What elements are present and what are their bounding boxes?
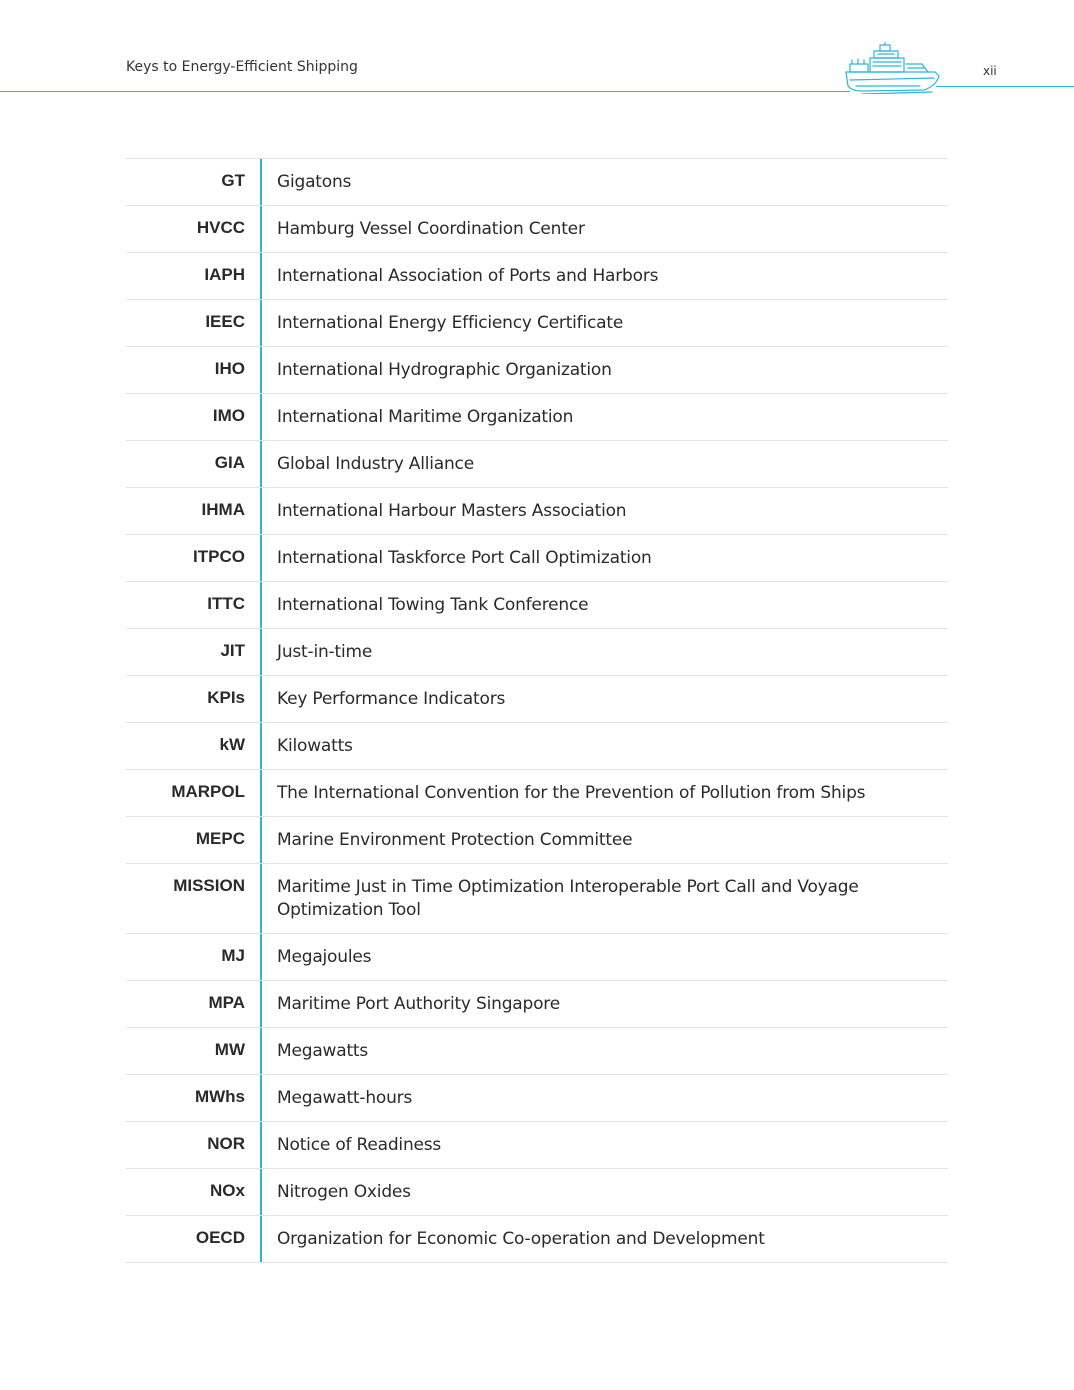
glossary-row xyxy=(126,934,948,981)
abbreviation-term: ITTC xyxy=(126,582,262,628)
abbreviation-definition: Megawatt-hours xyxy=(277,1088,413,1108)
abbreviation-term: MW xyxy=(126,1028,262,1074)
glossary-row xyxy=(126,206,948,253)
abbreviation-definition: Maritime Port Authority Singapore xyxy=(277,994,560,1014)
abbreviation-definition: Nitrogen Oxides xyxy=(277,1182,411,1202)
abbreviation-definition: International Maritime Organization xyxy=(277,407,574,427)
glossary-row xyxy=(126,300,948,347)
glossary-row xyxy=(126,676,948,723)
abbreviation-term: NOx xyxy=(126,1169,262,1215)
header-rule xyxy=(0,91,850,92)
abbreviation-term: OECD xyxy=(126,1216,262,1262)
abbreviation-definition: Notice of Readiness xyxy=(277,1135,442,1155)
glossary-row xyxy=(126,347,948,394)
glossary-row xyxy=(126,1169,948,1216)
abbreviation-term: IEEC xyxy=(126,300,262,346)
glossary-row xyxy=(126,488,948,535)
ship-icon xyxy=(842,42,942,94)
abbreviation-term: KPIs xyxy=(126,676,262,722)
abbreviation-definition: International Harbour Masters Association xyxy=(277,501,627,521)
abbreviation-definition: Megajoules xyxy=(277,947,372,967)
glossary-row xyxy=(126,1028,948,1075)
glossary-row xyxy=(126,582,948,629)
abbreviation-term: kW xyxy=(126,723,262,769)
abbreviation-definition: International Hydrographic Organization xyxy=(277,360,612,380)
abbreviation-definition: International Association of Ports and Harbors xyxy=(277,266,659,286)
abbreviation-term: IHMA xyxy=(126,488,262,534)
glossary-row xyxy=(126,159,948,206)
glossary-row xyxy=(126,253,948,300)
abbreviation-term: MEPC xyxy=(126,817,262,863)
header-rule-right xyxy=(936,86,1074,87)
glossary-row xyxy=(126,535,948,582)
glossary-row xyxy=(126,1122,948,1169)
glossary-row xyxy=(126,981,948,1028)
glossary-row xyxy=(126,864,948,934)
glossary-row xyxy=(126,723,948,770)
abbreviation-definition: International Towing Tank Conference xyxy=(277,595,589,615)
glossary-row xyxy=(126,770,948,817)
abbreviation-term: IMO xyxy=(126,394,262,440)
glossary-row xyxy=(126,394,948,441)
abbreviation-term: MPA xyxy=(126,981,262,1027)
abbreviation-definition: Megawatts xyxy=(277,1041,369,1061)
abbreviation-term: JIT xyxy=(126,629,262,675)
abbreviation-definition: Organization for Economic Co-operation and Development xyxy=(277,1229,765,1249)
page-number: xii xyxy=(983,64,997,78)
abbreviation-term: GIA xyxy=(126,441,262,487)
abbreviation-definition: Hamburg Vessel Coordination Center xyxy=(277,219,585,239)
glossary-row xyxy=(126,1075,948,1122)
glossary-row xyxy=(126,817,948,864)
abbreviation-definition: Maritime Just in Time Optimization Interoperable Port Call and Voyage Optimization Tool xyxy=(277,877,859,920)
running-header-title: Keys to Energy-Efficient Shipping xyxy=(126,59,358,75)
glossary-row xyxy=(126,1216,948,1263)
abbreviation-term: MWhs xyxy=(126,1075,262,1121)
abbreviation-definition: Key Performance Indicators xyxy=(277,689,506,709)
abbreviation-definition: Global Industry Alliance xyxy=(277,454,474,474)
abbreviation-definition: Marine Environment Protection Committee xyxy=(277,830,633,850)
abbreviation-term: NOR xyxy=(126,1122,262,1168)
abbreviation-term: MARPOL xyxy=(126,770,262,816)
abbreviations-table xyxy=(126,158,948,1263)
abbreviation-term: IAPH xyxy=(126,253,262,299)
abbreviation-term: MISSION xyxy=(126,864,262,933)
glossary-row xyxy=(126,441,948,488)
abbreviation-definition: Just-in-time xyxy=(277,642,373,662)
abbreviation-term: MJ xyxy=(126,934,262,980)
abbreviation-definition: International Energy Efficiency Certificate xyxy=(277,313,624,333)
abbreviation-definition: International Taskforce Port Call Optimization xyxy=(277,548,652,568)
glossary-row xyxy=(126,629,948,676)
abbreviation-term: ITPCO xyxy=(126,535,262,581)
abbreviation-definition: Gigatons xyxy=(277,172,352,192)
abbreviation-definition: Kilowatts xyxy=(277,736,353,756)
abbreviation-definition: The International Convention for the Prevention of Pollution from Ships xyxy=(277,783,866,803)
abbreviation-term: GT xyxy=(126,159,262,205)
abbreviation-term: IHO xyxy=(126,347,262,393)
abbreviation-term: HVCC xyxy=(126,206,262,252)
